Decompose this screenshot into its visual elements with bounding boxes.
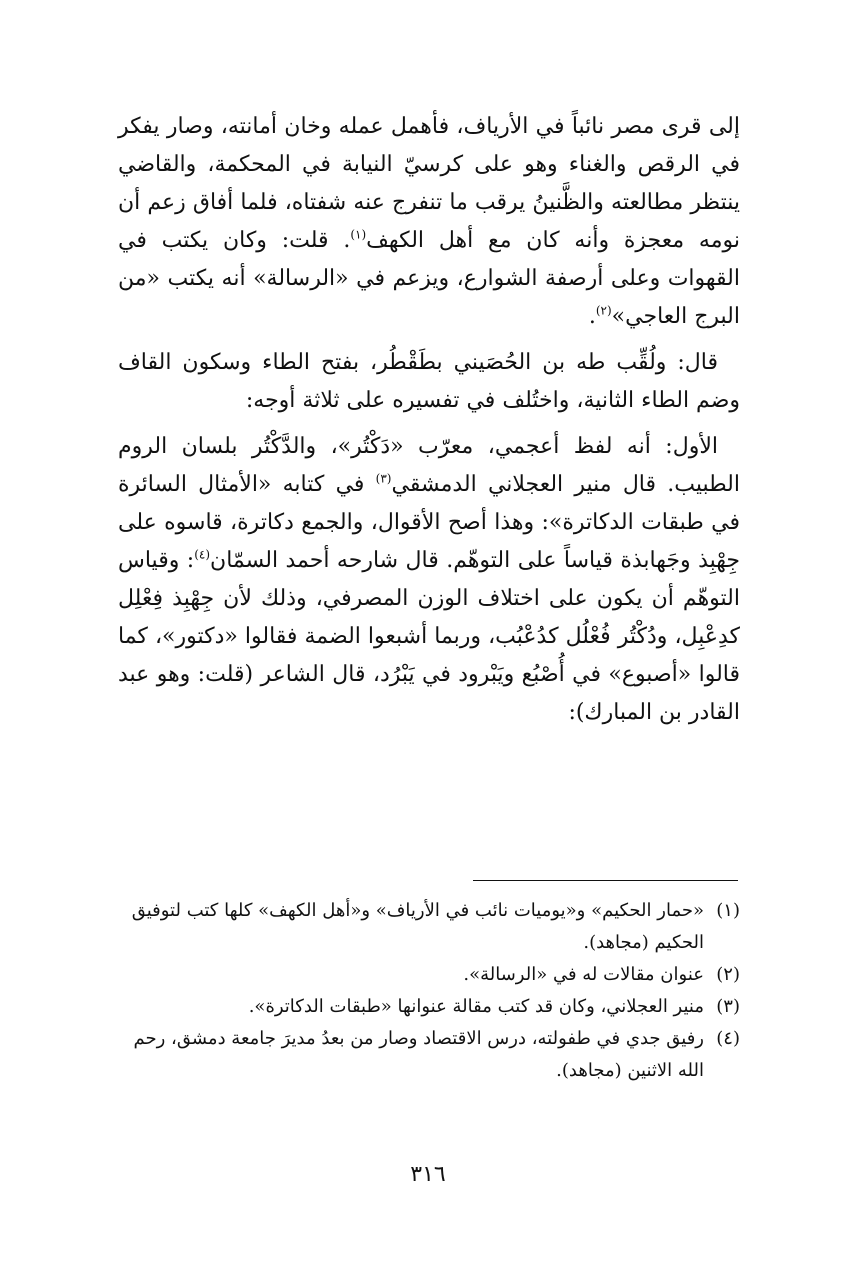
footnote-text: عنوان مقالات له في «الرسالة». [463,964,704,985]
footnote-ref-2[interactable]: (٢) [595,303,612,318]
footnote-3 [118,991,740,1023]
footnote-text: رفيق جدي في طفولته، درس الاقتصاد وصار من بعدُ مديرَ جامعة دمشق، رحم الله الاثنين (مجاهد). [133,1028,704,1081]
footnote-2 [118,959,740,991]
footnote-text: منير العجلاني، وكان قد كتب مقالة عنوانها «طبقات الدكاترة». [248,996,704,1017]
paragraph-2 [118,344,740,420]
page-number: ٣١٦ [410,1162,446,1187]
footnote-ref-4[interactable]: (٤) [194,547,211,562]
footnote-number: (٢) [716,964,740,985]
footnote-1 [118,895,740,959]
footnote-4 [118,1023,740,1087]
text-span: : وقياس التوهّم أن يكون على اختلاف الوزن المصرفي، وذلك لأن جِهْبِذ فِعْلِل كدِعْبِل، ودُكْتُر فُعْلُل كدُعْبُب، وربما أشبعوا الضمة فقالوا «دكتور»، كما قالوا «أصبوع» في أُصْبُع ويَبْرود في يَبْرُد، قال الشاعر (قلت: وهو عبد القادر بن المبارك): [118,548,740,725]
footnote-number: (٣) [716,996,740,1017]
paragraph-3 [118,428,740,732]
text-span: إلى قرى مصر نائباً في الأرياف، فأهمل عمله وخان أمانته، وصار يفكر في الرقص والغناء وهو على كرسيّ النيابة في المحكمة، والقاضي ينتظر مطالعته والظَّنينُ يرقب ما تنفرج عنه شفتاه، فلما أفاق زعم أن نومه معجزة وأنه كان مع أهل الكهف [118,114,740,253]
footnote-text: «حمار الحكيم» و«يوميات نائب في الأرياف» و«أهل الكهف» كلها كتب لتوفيق الحكيم (مجاهد). [131,900,704,953]
footnote-ref-1[interactable]: (١) [350,227,367,242]
main-text [118,108,740,732]
text-span: . قلت: وكان يكتب في القهوات وعلى أرصفة الشوارع، ويزعم في «الرسالة» أنه يكتب «من البرج العاجي» [118,228,740,329]
text-span: في كتابه «الأمثال السائرة في طبقات الدكاترة»: وهذا أصح الأقوال، والجمع دكاترة، قاسوه على جِهْبِذ وجَهابذة قياساً على التوهّم. قال شارحه أحمد السمّان [118,472,740,573]
footnote-separator [473,880,738,881]
text-span: الأول: أنه لفظ أعجمي، معرّب «دَكْتُر»، والدَّكْتُر بلسان الروم الطبيب. قال منير العجلاني الدمشقي [118,434,740,497]
footnote-number: (١) [716,900,740,921]
paragraph-1 [118,108,740,336]
footnote-ref-3[interactable]: (٣) [375,471,392,486]
text-span: . [588,304,596,329]
footnote-number: (٤) [716,1028,740,1049]
footnotes-list [118,895,740,1087]
text-span: قال: ولُقِّب طه بن الحُصَيني بطَقْطُر، بفتح الطاء وسكون القاف وضم الطاء الثانية، واختُلف في تفسيره على ثلاثة أوجه: [118,350,740,413]
